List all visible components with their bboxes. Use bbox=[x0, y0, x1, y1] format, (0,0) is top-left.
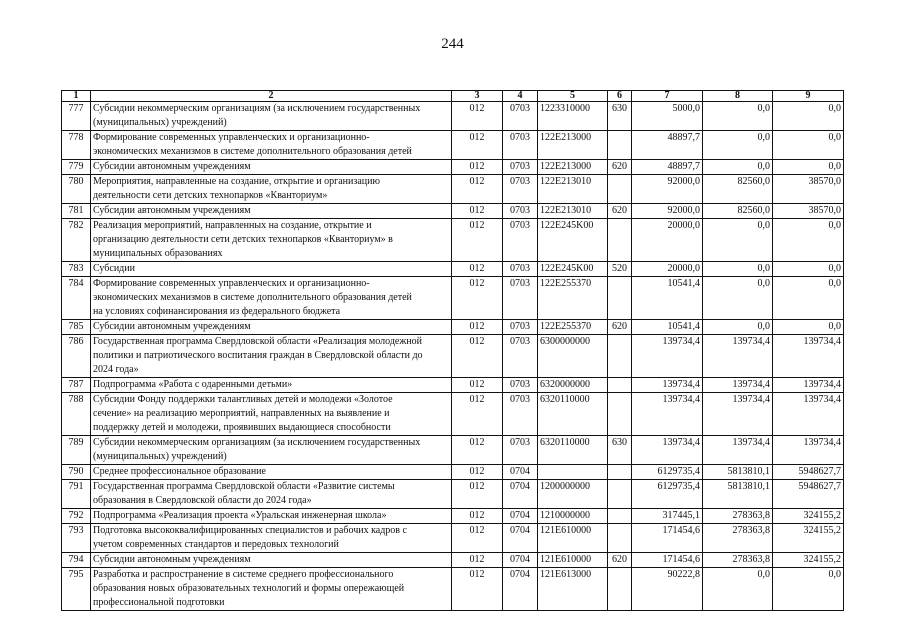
ministry-code-cell: 012 bbox=[452, 436, 503, 465]
amount-cell: 90222,8 bbox=[632, 568, 703, 611]
row-name-line: профессиональной подготовки bbox=[93, 597, 225, 608]
section-code-cell: 0703 bbox=[503, 175, 538, 204]
row-name-line: образования новых образовательных технологий и формы опережающей bbox=[93, 583, 405, 594]
row-name-cell bbox=[91, 335, 452, 378]
row-number-cell: 789 bbox=[62, 436, 91, 465]
row-name-line: Подпрограмма «Работа с одаренными детьми» bbox=[93, 379, 293, 390]
table-header-row bbox=[62, 91, 844, 102]
amount-cell: 139734,4 bbox=[632, 393, 703, 436]
row-name-line: муниципальных образованиях bbox=[93, 248, 223, 259]
row-name-line: экономических механизмов в системе дополнительного образования детей bbox=[93, 146, 412, 157]
row-name-cell bbox=[91, 102, 452, 131]
ministry-code-cell: 012 bbox=[452, 204, 503, 219]
target-code-cell: 1210000000 bbox=[538, 509, 608, 524]
row-number-cell: 795 bbox=[62, 568, 91, 611]
row-name-line: политики и патриотического воспитания граждан в Свердловской области до bbox=[93, 350, 423, 361]
expense-type-cell bbox=[608, 465, 632, 480]
amount-cell: 0,0 bbox=[773, 131, 844, 160]
section-code-cell: 0703 bbox=[503, 378, 538, 393]
section-code-cell: 0703 bbox=[503, 436, 538, 465]
amount-cell: 0,0 bbox=[773, 277, 844, 320]
amount-cell: 139734,4 bbox=[773, 335, 844, 378]
row-name-cell bbox=[91, 219, 452, 262]
row-number-cell: 794 bbox=[62, 553, 91, 568]
row-name-line: Среднее профессиональное образование bbox=[93, 466, 266, 477]
expense-type-cell: 630 bbox=[608, 436, 632, 465]
ministry-code-cell: 012 bbox=[452, 393, 503, 436]
target-code-cell: 121E610000 bbox=[538, 524, 608, 553]
table-row bbox=[62, 465, 844, 480]
ministry-code-cell: 012 bbox=[452, 262, 503, 277]
amount-cell: 92000,0 bbox=[632, 175, 703, 204]
expense-type-cell bbox=[608, 509, 632, 524]
amount-cell: 0,0 bbox=[703, 262, 773, 277]
target-code-cell: 6320110000 bbox=[538, 393, 608, 436]
row-name-cell bbox=[91, 568, 452, 611]
amount-cell: 278363,8 bbox=[703, 509, 773, 524]
row-name-cell bbox=[91, 262, 452, 277]
budget-table bbox=[61, 90, 844, 611]
amount-cell: 92000,0 bbox=[632, 204, 703, 219]
row-name-line: Субсидии автономным учреждениям bbox=[93, 321, 251, 332]
amount-cell: 317445,1 bbox=[632, 509, 703, 524]
table-row bbox=[62, 160, 844, 175]
amount-cell: 324155,2 bbox=[773, 524, 844, 553]
amount-cell: 139734,4 bbox=[632, 378, 703, 393]
section-code-cell: 0703 bbox=[503, 393, 538, 436]
amount-cell: 171454,6 bbox=[632, 524, 703, 553]
row-name-cell bbox=[91, 131, 452, 160]
table-row bbox=[62, 553, 844, 568]
section-code-cell: 0703 bbox=[503, 102, 538, 131]
row-name-line: Государственная программа Свердловской области «Реализация молодежной bbox=[93, 336, 422, 347]
table-row bbox=[62, 509, 844, 524]
ministry-code-cell: 012 bbox=[452, 335, 503, 378]
expense-type-cell: 620 bbox=[608, 320, 632, 335]
section-code-cell: 0703 bbox=[503, 320, 538, 335]
amount-cell: 20000,0 bbox=[632, 262, 703, 277]
section-code-cell: 0704 bbox=[503, 524, 538, 553]
amount-cell: 171454,6 bbox=[632, 553, 703, 568]
target-code-cell: 6320110000 bbox=[538, 436, 608, 465]
expense-type-cell bbox=[608, 175, 632, 204]
column-header: 8 bbox=[703, 91, 773, 102]
expense-type-cell bbox=[608, 524, 632, 553]
section-code-cell: 0703 bbox=[503, 335, 538, 378]
amount-cell: 139734,4 bbox=[773, 378, 844, 393]
amount-cell: 5000,0 bbox=[632, 102, 703, 131]
row-number-cell: 777 bbox=[62, 102, 91, 131]
ministry-code-cell: 012 bbox=[452, 524, 503, 553]
section-code-cell: 0703 bbox=[503, 219, 538, 262]
row-number-cell: 788 bbox=[62, 393, 91, 436]
expense-type-cell bbox=[608, 219, 632, 262]
table-row bbox=[62, 524, 844, 553]
row-number-cell: 784 bbox=[62, 277, 91, 320]
table-row bbox=[62, 175, 844, 204]
target-code-cell bbox=[538, 465, 608, 480]
ministry-code-cell: 012 bbox=[452, 378, 503, 393]
column-header: 9 bbox=[773, 91, 844, 102]
table-row bbox=[62, 378, 844, 393]
target-code-cell: 122E213010 bbox=[538, 175, 608, 204]
column-header: 1 bbox=[62, 91, 91, 102]
expense-type-cell: 630 bbox=[608, 102, 632, 131]
row-number-cell: 785 bbox=[62, 320, 91, 335]
row-name-cell bbox=[91, 465, 452, 480]
target-code-cell: 1223310000 bbox=[538, 102, 608, 131]
section-code-cell: 0703 bbox=[503, 204, 538, 219]
ministry-code-cell: 012 bbox=[452, 277, 503, 320]
row-number-cell: 787 bbox=[62, 378, 91, 393]
row-name-cell bbox=[91, 175, 452, 204]
amount-cell: 0,0 bbox=[703, 160, 773, 175]
amount-cell: 0,0 bbox=[773, 262, 844, 277]
row-number-cell: 791 bbox=[62, 480, 91, 509]
amount-cell: 0,0 bbox=[703, 131, 773, 160]
ministry-code-cell: 012 bbox=[452, 175, 503, 204]
row-name-line: Разработка и распространение в системе среднего профессионального bbox=[93, 569, 394, 580]
amount-cell: 139734,4 bbox=[632, 335, 703, 378]
table-row bbox=[62, 219, 844, 262]
target-code-cell: 122E213010 bbox=[538, 204, 608, 219]
table-row bbox=[62, 480, 844, 509]
table-row bbox=[62, 393, 844, 436]
row-name-line: Субсидии Фонду поддержки талантливых детей и молодежи «Золотое bbox=[93, 394, 393, 405]
expense-type-cell: 520 bbox=[608, 262, 632, 277]
ministry-code-cell: 012 bbox=[452, 102, 503, 131]
target-code-cell: 6300000000 bbox=[538, 335, 608, 378]
section-code-cell: 0703 bbox=[503, 131, 538, 160]
row-name-cell bbox=[91, 204, 452, 219]
table-row bbox=[62, 320, 844, 335]
ministry-code-cell: 012 bbox=[452, 131, 503, 160]
table-row bbox=[62, 568, 844, 611]
amount-cell: 139734,4 bbox=[703, 393, 773, 436]
target-code-cell: 122E213000 bbox=[538, 131, 608, 160]
amount-cell: 139734,4 bbox=[632, 436, 703, 465]
amount-cell: 139734,4 bbox=[703, 335, 773, 378]
expense-type-cell: 620 bbox=[608, 553, 632, 568]
section-code-cell: 0703 bbox=[503, 262, 538, 277]
table-row bbox=[62, 262, 844, 277]
row-name-line: Формирование современных управленческих и организационно- bbox=[93, 132, 370, 143]
amount-cell: 82560,0 bbox=[703, 175, 773, 204]
row-name-line: учетом современных стандартов и передовых технологий bbox=[93, 539, 339, 550]
row-name-line: Субсидии некоммерческим организациям (за исключением государственных bbox=[93, 103, 421, 114]
section-code-cell: 0703 bbox=[503, 160, 538, 175]
row-number-cell: 780 bbox=[62, 175, 91, 204]
row-name-line: Субсидии некоммерческим организациям (за исключением государственных bbox=[93, 437, 421, 448]
amount-cell: 0,0 bbox=[703, 320, 773, 335]
row-name-line: организацию деятельности сети детских технопарков «Кванториум» в bbox=[93, 234, 393, 245]
row-number-cell: 792 bbox=[62, 509, 91, 524]
row-number-cell: 790 bbox=[62, 465, 91, 480]
row-name-cell bbox=[91, 160, 452, 175]
amount-cell: 5813810,1 bbox=[703, 465, 773, 480]
row-name-line: 2024 года» bbox=[93, 364, 139, 375]
amount-cell: 278363,8 bbox=[703, 553, 773, 568]
target-code-cell: 122E245K00 bbox=[538, 262, 608, 277]
amount-cell: 10541,4 bbox=[632, 277, 703, 320]
expense-type-cell bbox=[608, 568, 632, 611]
amount-cell: 0,0 bbox=[703, 219, 773, 262]
row-name-line: экономических механизмов в системе дополнительного образования детей bbox=[93, 292, 412, 303]
row-name-cell bbox=[91, 509, 452, 524]
row-name-cell bbox=[91, 553, 452, 568]
expense-type-cell bbox=[608, 131, 632, 160]
amount-cell: 20000,0 bbox=[632, 219, 703, 262]
table-body bbox=[62, 102, 844, 611]
row-name-cell bbox=[91, 277, 452, 320]
expense-type-cell: 620 bbox=[608, 160, 632, 175]
amount-cell: 0,0 bbox=[773, 568, 844, 611]
page-number: 244 bbox=[441, 36, 464, 52]
row-name-cell bbox=[91, 393, 452, 436]
column-header: 4 bbox=[503, 91, 538, 102]
table-row bbox=[62, 335, 844, 378]
row-name-line: Подготовка высококвалифицированных специалистов и рабочих кадров с bbox=[93, 525, 407, 536]
amount-cell: 278363,8 bbox=[703, 524, 773, 553]
amount-cell: 0,0 bbox=[773, 219, 844, 262]
row-name-cell bbox=[91, 320, 452, 335]
section-code-cell: 0704 bbox=[503, 480, 538, 509]
expense-type-cell bbox=[608, 480, 632, 509]
amount-cell: 324155,2 bbox=[773, 553, 844, 568]
target-code-cell: 121E610000 bbox=[538, 553, 608, 568]
row-name-line: сечение» на реализацию мероприятий, направленных на выявление и bbox=[93, 408, 390, 419]
row-number-cell: 793 bbox=[62, 524, 91, 553]
column-header: 7 bbox=[632, 91, 703, 102]
row-name-cell bbox=[91, 436, 452, 465]
expense-type-cell: 620 bbox=[608, 204, 632, 219]
row-name-line: Субсидии автономным учреждениям bbox=[93, 554, 251, 565]
section-code-cell: 0704 bbox=[503, 568, 538, 611]
table-row bbox=[62, 277, 844, 320]
row-number-cell: 778 bbox=[62, 131, 91, 160]
target-code-cell: 122E245K00 bbox=[538, 219, 608, 262]
expense-type-cell bbox=[608, 277, 632, 320]
column-header: 6 bbox=[608, 91, 632, 102]
section-code-cell: 0704 bbox=[503, 509, 538, 524]
ministry-code-cell: 012 bbox=[452, 465, 503, 480]
target-code-cell: 121E613000 bbox=[538, 568, 608, 611]
amount-cell: 10541,4 bbox=[632, 320, 703, 335]
amount-cell: 139734,4 bbox=[703, 436, 773, 465]
table-row bbox=[62, 204, 844, 219]
row-number-cell: 781 bbox=[62, 204, 91, 219]
amount-cell: 48897,7 bbox=[632, 160, 703, 175]
row-number-cell: 783 bbox=[62, 262, 91, 277]
amount-cell: 139734,4 bbox=[773, 436, 844, 465]
amount-cell: 6129735,4 bbox=[632, 465, 703, 480]
row-name-line: (муниципальных) учреждений) bbox=[93, 117, 227, 128]
section-code-cell: 0703 bbox=[503, 277, 538, 320]
amount-cell: 139734,4 bbox=[773, 393, 844, 436]
row-name-line: на условиях софинансирования из федерального бюджета bbox=[93, 306, 341, 317]
amount-cell: 5948627,7 bbox=[773, 465, 844, 480]
table-row bbox=[62, 131, 844, 160]
amount-cell: 139734,4 bbox=[703, 378, 773, 393]
row-name-line: деятельности сети детских технопарков «Кванториум» bbox=[93, 190, 328, 201]
row-number-cell: 786 bbox=[62, 335, 91, 378]
column-header: 2 bbox=[91, 91, 452, 102]
expense-type-cell bbox=[608, 393, 632, 436]
amount-cell: 324155,2 bbox=[773, 509, 844, 524]
row-name-line: (муниципальных) учреждений) bbox=[93, 451, 227, 462]
row-name-line: Реализация мероприятий, направленных на создание, открытие и bbox=[93, 220, 372, 231]
amount-cell: 6129735,4 bbox=[632, 480, 703, 509]
row-name-line: Подпрограмма «Реализация проекта «Уральская инженерная школа» bbox=[93, 510, 387, 521]
row-name-line: поддержку детей и молодежи, проявивших выдающиеся способности bbox=[93, 422, 391, 433]
row-name-cell bbox=[91, 480, 452, 509]
ministry-code-cell: 012 bbox=[452, 219, 503, 262]
amount-cell: 82560,0 bbox=[703, 204, 773, 219]
target-code-cell: 1200000000 bbox=[538, 480, 608, 509]
amount-cell: 5948627,7 bbox=[773, 480, 844, 509]
row-number-cell: 782 bbox=[62, 219, 91, 262]
row-name-line: Субсидии bbox=[93, 263, 135, 274]
row-name-line: Субсидии автономным учреждениям bbox=[93, 205, 251, 216]
row-name-line: Мероприятия, направленные на создание, открытие и организацию bbox=[93, 176, 380, 187]
section-code-cell: 0704 bbox=[503, 465, 538, 480]
target-code-cell: 122E213000 bbox=[538, 160, 608, 175]
ministry-code-cell: 012 bbox=[452, 553, 503, 568]
expense-type-cell bbox=[608, 335, 632, 378]
target-code-cell: 122E255370 bbox=[538, 277, 608, 320]
target-code-cell: 122E255370 bbox=[538, 320, 608, 335]
row-name-line: Формирование современных управленческих и организационно- bbox=[93, 278, 370, 289]
table-row bbox=[62, 102, 844, 131]
amount-cell: 0,0 bbox=[703, 102, 773, 131]
ministry-code-cell: 012 bbox=[452, 160, 503, 175]
amount-cell: 38570,0 bbox=[773, 204, 844, 219]
amount-cell: 5813810,1 bbox=[703, 480, 773, 509]
target-code-cell: 6320000000 bbox=[538, 378, 608, 393]
amount-cell: 0,0 bbox=[703, 277, 773, 320]
row-name-cell bbox=[91, 524, 452, 553]
ministry-code-cell: 012 bbox=[452, 480, 503, 509]
row-name-line: образования в Свердловской области до 2024 года» bbox=[93, 495, 312, 506]
amount-cell: 38570,0 bbox=[773, 175, 844, 204]
column-header: 3 bbox=[452, 91, 503, 102]
amount-cell: 0,0 bbox=[703, 568, 773, 611]
amount-cell: 48897,7 bbox=[632, 131, 703, 160]
amount-cell: 0,0 bbox=[773, 160, 844, 175]
ministry-code-cell: 012 bbox=[452, 568, 503, 611]
amount-cell: 0,0 bbox=[773, 102, 844, 131]
ministry-code-cell: 012 bbox=[452, 320, 503, 335]
row-number-cell: 779 bbox=[62, 160, 91, 175]
expense-type-cell bbox=[608, 378, 632, 393]
row-name-cell bbox=[91, 378, 452, 393]
table-row bbox=[62, 436, 844, 465]
row-name-line: Государственная программа Свердловской области «Развитие системы bbox=[93, 481, 395, 492]
row-name-line: Субсидии автономным учреждениям bbox=[93, 161, 251, 172]
amount-cell: 0,0 bbox=[773, 320, 844, 335]
column-header: 5 bbox=[538, 91, 608, 102]
section-code-cell: 0704 bbox=[503, 553, 538, 568]
ministry-code-cell: 012 bbox=[452, 509, 503, 524]
